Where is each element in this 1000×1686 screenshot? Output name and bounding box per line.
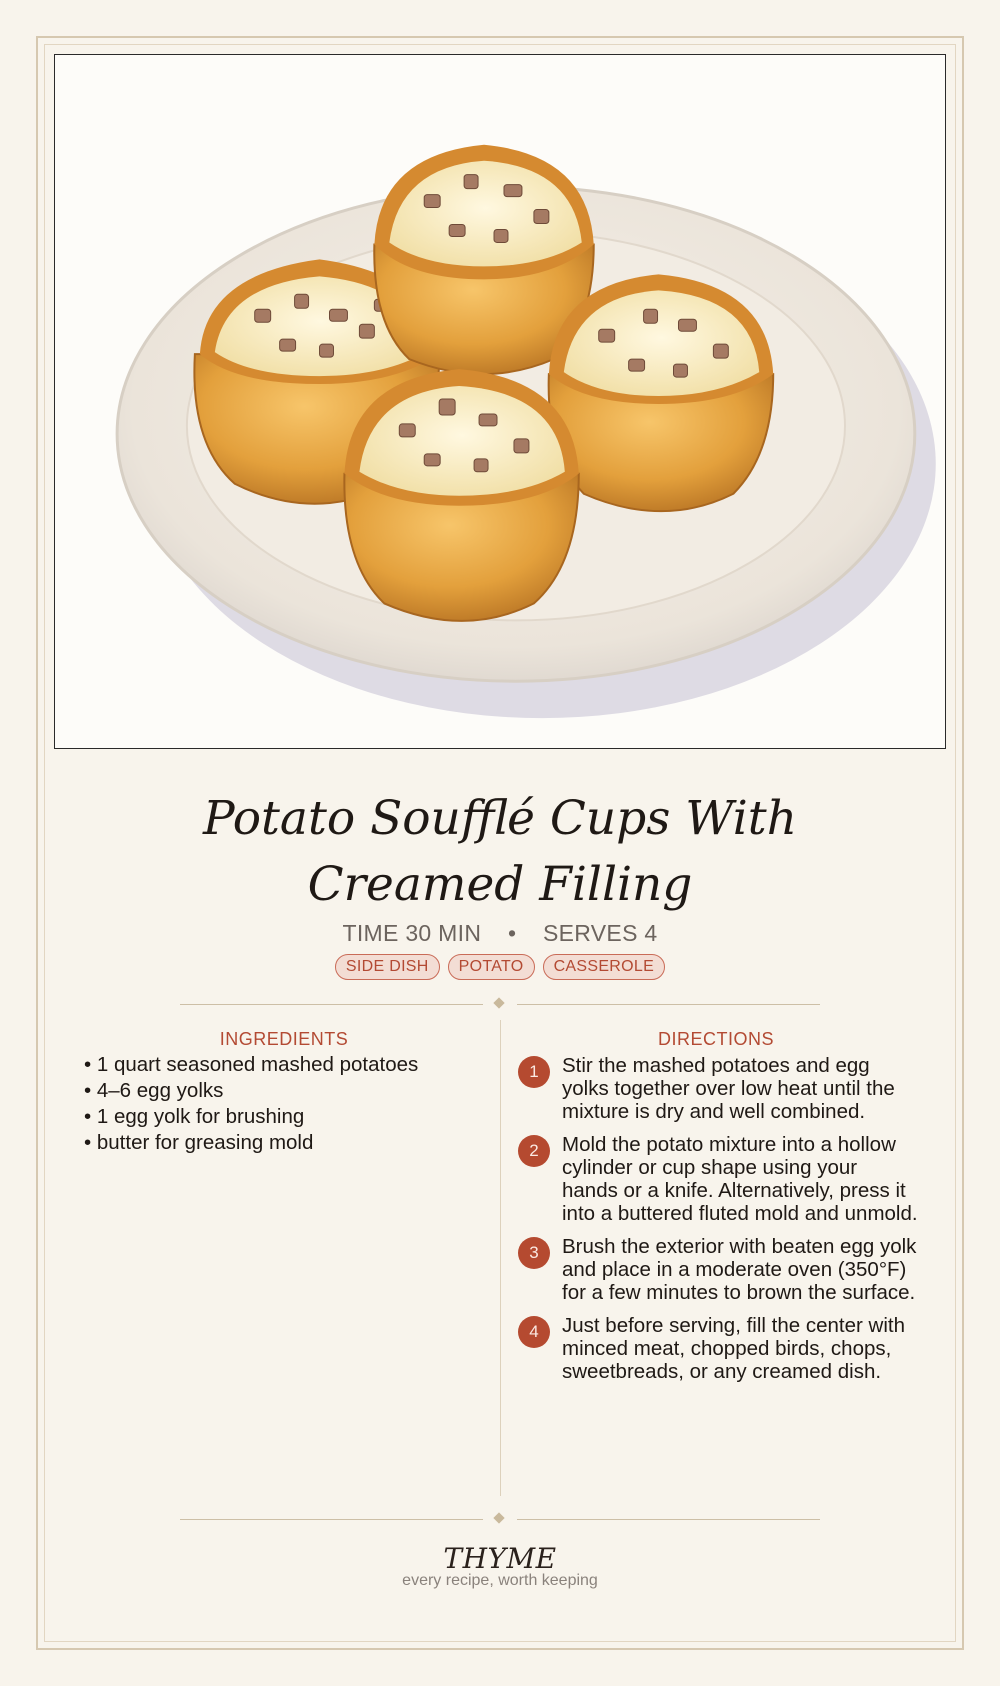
- tag-list: [0, 954, 1000, 980]
- diamond-ornament-icon: [493, 997, 504, 1008]
- top-divider: [180, 997, 820, 1011]
- diamond-ornament-icon: [493, 1512, 504, 1523]
- ingredient-item: • 1 egg yolk for brushing: [84, 1105, 305, 1128]
- serves-label: SERVES 4: [543, 920, 658, 946]
- time-label: TIME 30 MIN: [342, 920, 482, 946]
- ingredients-heading: INGREDIENTS: [219, 1029, 349, 1049]
- brand-tagline: every recipe, worth keeping: [402, 1572, 598, 1589]
- ingredient-item: • 4–6 egg yolks: [84, 1079, 224, 1102]
- meta-separator: •: [507, 920, 517, 946]
- step-number-badge: 1: [518, 1056, 550, 1088]
- bottom-divider: [180, 1512, 820, 1526]
- recipe-meta: [0, 920, 1000, 947]
- step-text: Brush the exterior with beaten egg yolk and place in a moderate oven (350°F) for a few minutes to brown the surface.: [562, 1235, 917, 1304]
- tag-side-dish[interactable]: SIDE DISH: [335, 954, 440, 980]
- step-text: Stir the mashed potatoes and egg yolks together over low heat until the mixture is dry and well combined.: [562, 1054, 895, 1123]
- ingredients-list: [84, 1052, 484, 1156]
- step-number-badge: 4: [518, 1316, 550, 1348]
- direction-step: [518, 1314, 918, 1383]
- direction-step: [518, 1054, 918, 1123]
- step-number-badge: 2: [518, 1135, 550, 1167]
- directions-list: [518, 1054, 918, 1383]
- direction-step: [518, 1235, 918, 1304]
- step-number-badge: 3: [518, 1237, 550, 1269]
- direction-step: [518, 1133, 918, 1225]
- ingredient-item: • 1 quart seasoned mashed potatoes: [84, 1053, 419, 1076]
- recipe-title: Potato Soufflé Cups With Creamed Filling: [203, 791, 797, 912]
- column-separator: [500, 1020, 501, 1496]
- tag-casserole[interactable]: CASSEROLE: [543, 954, 666, 980]
- ingredient-item: • butter for greasing mold: [84, 1131, 314, 1154]
- step-text: Mold the potato mixture into a hollow cylinder or cup shape using your hands or a knife. Alternatively, press it into a buttered fluted mold and unmold.: [562, 1133, 918, 1225]
- directions-heading: DIRECTIONS: [657, 1029, 774, 1049]
- brand-logo: THYME: [443, 1542, 557, 1575]
- step-text: Just before serving, fill the center with minced meat, chopped birds, chops, sweetbreads, or any creamed dish.: [562, 1314, 905, 1383]
- recipe-photo: [54, 54, 946, 749]
- tag-potato[interactable]: POTATO: [448, 954, 535, 980]
